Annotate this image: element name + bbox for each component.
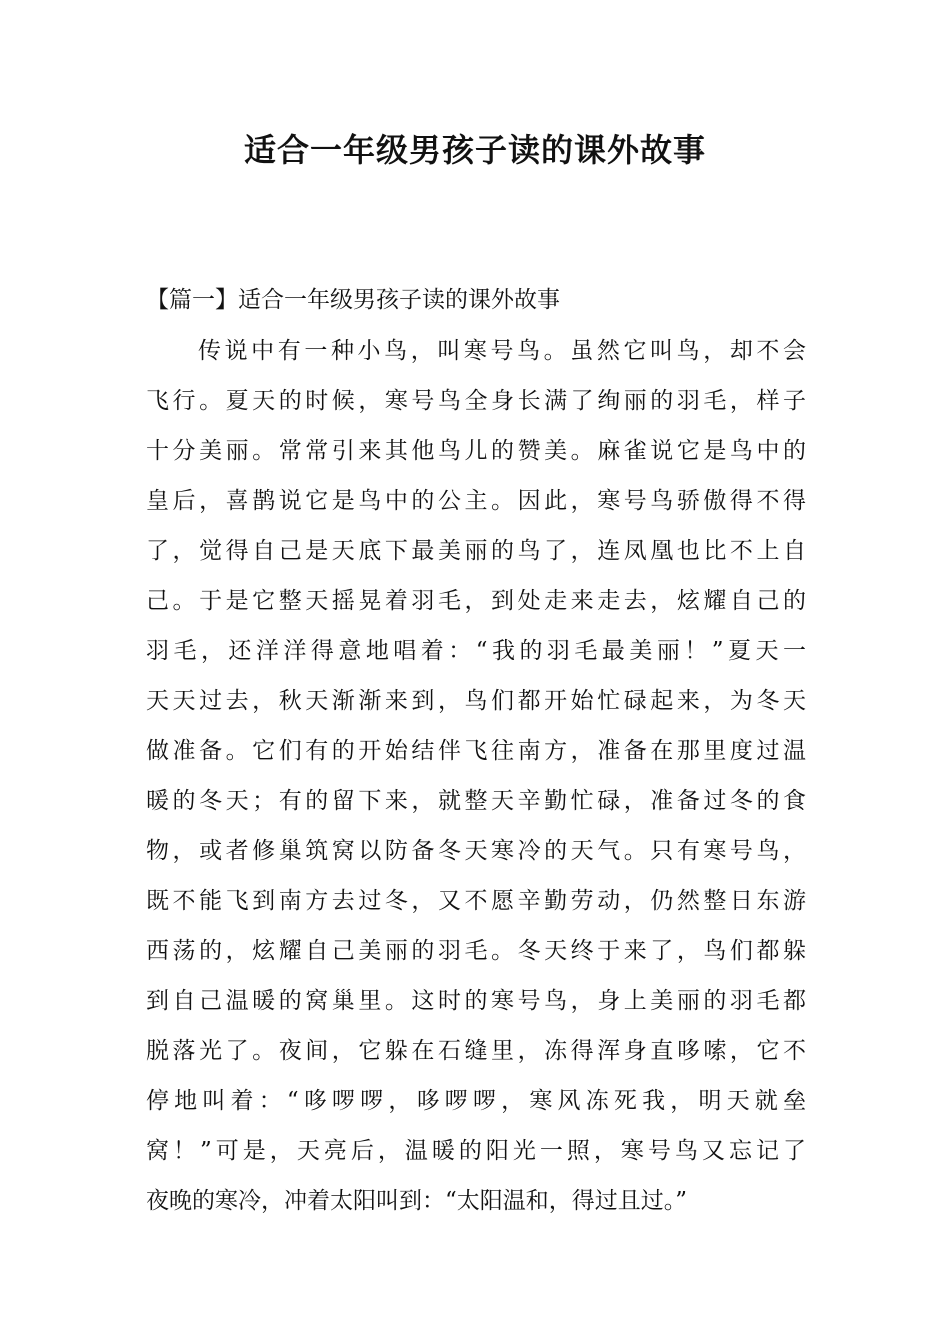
story-line: 窝！”可是，天亮后，温暖的阳光一照，寒号鸟又忘记了	[146, 1138, 806, 1164]
story-line: 己。于是它整天摇晃着羽毛，到处走来走去，炫耀自己的	[146, 588, 806, 614]
story-body	[146, 330, 806, 1230]
story-line: 西荡的，炫耀自己美丽的羽毛。冬天终于来了，鸟们都躲	[146, 938, 806, 964]
story-line: 十分美丽。常常引来其他鸟儿的赞美。麻雀说它是鸟中的	[146, 438, 806, 464]
story-line: 脱落光了。夜间，它躲在石缝里，冻得浑身直哆嗦，它不	[146, 1038, 806, 1064]
story-line: 既不能飞到南方去过冬，又不愿辛勤劳动，仍然整日东游	[146, 888, 806, 914]
section-heading: 【篇一】适合一年级男孩子读的课外故事	[146, 287, 560, 313]
story-line: 天天过去，秋天渐渐来到，鸟们都开始忙碌起来，为冬天	[146, 688, 806, 714]
story-line: 皇后，喜鹊说它是鸟中的公主。因此，寒号鸟骄傲得不得	[146, 488, 806, 514]
story-line: 传说中有一种小鸟，叫寒号鸟。虽然它叫鸟，却不会	[198, 338, 806, 364]
story-line: 到自己温暖的窝巢里。这时的寒号鸟，身上美丽的羽毛都	[146, 988, 806, 1014]
story-line: 了，觉得自己是天底下最美丽的鸟了，连凤凰也比不上自	[146, 538, 806, 564]
story-line: 飞行。夏天的时候，寒号鸟全身长满了绚丽的羽毛，样子	[146, 388, 806, 414]
story-line: 暖的冬天；有的留下来，就整天辛勤忙碌，准备过冬的食	[146, 788, 806, 814]
story-line: 物，或者修巢筑窝以防备冬天寒冷的天气。只有寒号鸟，	[146, 838, 806, 864]
document-title: 适合一年级男孩子读的课外故事	[243, 131, 706, 169]
story-line: 停地叫着：“哆啰啰，哆啰啰，寒风冻死我，明天就垒	[146, 1088, 806, 1114]
story-line: 做准备。它们有的开始结伴飞往南方，准备在那里度过温	[146, 738, 806, 764]
story-line: 夜晚的寒冷，冲着太阳叫到：“太阳温和，得过且过。”	[146, 1188, 688, 1214]
story-line: 羽毛，还洋洋得意地唱着：“我的羽毛最美丽！”夏天一	[146, 638, 806, 664]
